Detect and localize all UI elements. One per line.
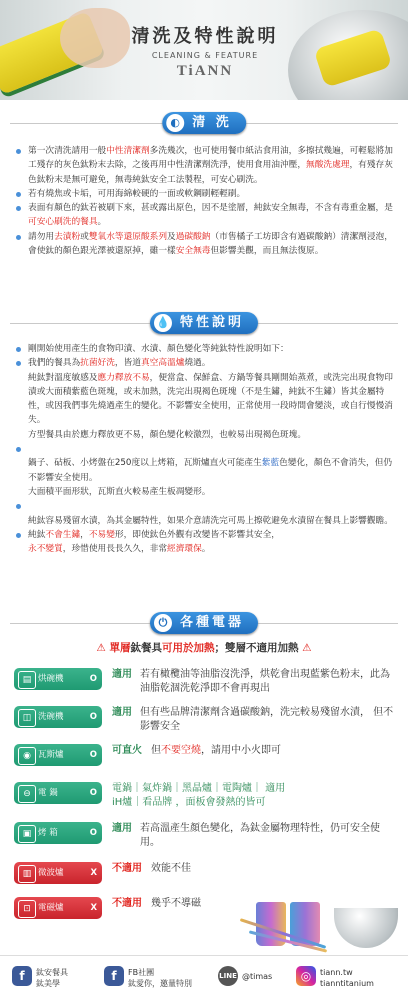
line-icon: LINE — [218, 966, 238, 986]
appliance-badge — [14, 822, 102, 844]
appliance-badge — [14, 862, 102, 884]
warning-titanium: 鈦餐具 — [130, 642, 162, 654]
highlight-text: 過碳酸鈉 — [175, 231, 211, 242]
hero-banner — [0, 0, 408, 100]
highlight-text: 不要空燒 — [161, 745, 201, 756]
check-mark: O — [89, 674, 97, 684]
paragraph-text: 但影響美觀，而且無法復原。 — [210, 246, 324, 257]
heating-warning — [0, 640, 408, 655]
paragraph-text: 第一次清洗請用一般 — [28, 146, 107, 156]
highlight-text: 永不變質 — [28, 544, 63, 555]
paragraph-text: （市售橘子工坊即含有過碳酸鈉）清潔劑浸泡，會使鈦的顏色跟光澤被還原掉，雖一樣 — [28, 231, 393, 257]
cross-mark: X — [90, 868, 97, 878]
warning-double-layer: ；雙層不適用加熱 — [214, 642, 299, 654]
paragraph-text: ， — [80, 529, 89, 540]
bullet-dot-icon — [16, 504, 21, 509]
paragraph-text: 表面有顏色的鈦若被刷下來，甚或露出原色，因不是塗層，純鈦安全無毒，不含有毒重金屬，是 — [28, 203, 393, 214]
description-line: iH爐｜看品牌 ，面板會發熱的皆可 — [112, 797, 266, 808]
appliance-badge — [14, 706, 102, 728]
appliance-label: 電 鍋 — [38, 788, 58, 798]
check-mark: O — [89, 712, 97, 722]
paragraph-text: 大面積平面形狀，瓦斯直火較易產生板凋變形。 — [28, 486, 211, 497]
soap-icon: ◐ — [166, 114, 184, 132]
section-header-wash — [0, 112, 408, 136]
gas-stove-icon: ◉ — [18, 747, 36, 765]
appliance-verdict: 適用 — [112, 823, 132, 834]
paragraph-text: 我們的餐具為 — [28, 358, 81, 369]
bowl-image — [334, 908, 398, 948]
check-mark: O — [89, 750, 97, 760]
section-title-pill — [162, 112, 246, 134]
appliance-label: 烘碗機 — [38, 674, 64, 684]
highlight-text: 可安心刷洗的餐具 — [28, 217, 98, 228]
highlight-text: 去漬粉 — [54, 231, 81, 242]
hero-title — [110, 22, 300, 80]
appliance-verdict: 適用 — [112, 707, 132, 718]
paragraph — [14, 187, 394, 201]
warning-icon: ⚠ — [96, 642, 106, 654]
paragraph-text: 請勿 — [28, 231, 46, 242]
warning-heatable: 可用於加熱 — [162, 642, 215, 654]
check-mark: O — [89, 788, 97, 798]
highlight-text: 無酸洗處理 — [306, 160, 350, 171]
highlight-text: 紫藍 — [261, 458, 280, 469]
description-text: ，請用中小火即可 — [201, 745, 281, 756]
bullet-dot-icon — [16, 192, 21, 197]
appliance-description: 若有橄欖油等油脂沒洗淨，烘乾會出現藍紫色粉末，此為油脂乾涸洗乾淨即不會再現出 — [140, 669, 390, 694]
paragraph — [14, 342, 394, 356]
page-subtitle: CLEANING & FEATURE — [151, 51, 259, 60]
page-title: 清洗及特性說明 — [131, 26, 279, 47]
footer-line2: 鈦美學 — [36, 979, 60, 988]
paragraph-text: 及 — [167, 231, 176, 242]
appliance-description: 幾乎不導磁 — [151, 898, 201, 909]
appliance-verdict: 適用 — [112, 669, 132, 680]
section-title-pill — [150, 612, 258, 634]
plug-icon: ⏻ — [154, 614, 172, 632]
paragraph-text: ，皆道 — [114, 358, 141, 369]
paragraph-text: 。 — [201, 544, 211, 555]
appliance-description — [112, 782, 394, 810]
bullet-dot-icon — [16, 347, 21, 352]
cross-mark: X — [90, 903, 97, 913]
description-text: 但 — [151, 745, 161, 756]
appliance-badge — [14, 897, 102, 919]
appliance-verdict: 不適用 — [112, 898, 142, 909]
paragraph — [14, 144, 394, 187]
appliance-description: 若高溫產生顏色變化，為鈦金屬物理特性，仍可安全使用。 — [140, 823, 380, 848]
footer-line2: 鈦愛你，邀量特別 — [128, 979, 192, 988]
section-title: 清 洗 — [192, 115, 232, 130]
section-header-appliances — [0, 612, 408, 636]
highlight-text: 不易變 — [88, 529, 115, 540]
bullet-dot-icon — [16, 533, 21, 538]
description-line: 電鍋｜氣炸鍋｜黑晶爐｜電陶爐｜ 適用 — [112, 783, 286, 794]
paragraph — [14, 371, 394, 428]
highlight-text: 安全無毒 — [175, 246, 211, 257]
wash-instructions — [14, 144, 394, 258]
dish-dryer-icon: ▤ — [18, 671, 36, 689]
section-header-features — [0, 312, 408, 336]
highlight-text: 應力釋放不易 — [97, 372, 150, 383]
paragraph — [14, 201, 394, 230]
instagram-icon: ◎ — [296, 966, 316, 986]
paragraph-text: 。 — [97, 217, 107, 228]
appliance-label: 洗碗機 — [38, 712, 64, 722]
paragraph — [14, 230, 394, 259]
bullet-dot-icon — [16, 235, 21, 240]
paragraph-text: 色變化，顏色不會消失，但仍不影響安全使用。 — [28, 458, 393, 483]
bullet-dot-icon — [16, 149, 21, 154]
bullet-dot-icon — [16, 447, 21, 452]
highlight-text: 不會生鏽 — [45, 529, 81, 540]
footer — [0, 955, 408, 1001]
paragraph — [14, 456, 394, 485]
highlight-text: 中性清潔劑 — [106, 146, 150, 156]
paragraph-text: 或 — [80, 231, 89, 242]
paragraph-text: 燒過。 — [184, 358, 211, 369]
facebook-icon: f — [104, 966, 124, 986]
brand-logo: TiANN — [176, 63, 234, 79]
paragraph-text: ，珍惜使用長長久久，非常 — [62, 544, 167, 555]
product-image — [238, 862, 398, 952]
appliance-label: 微波爐 — [38, 868, 64, 878]
appliance-verdict: 不適用 — [112, 863, 142, 874]
induction-icon: ⊡ — [18, 900, 36, 918]
appliance-badge — [14, 744, 102, 766]
appliance-description: 效能不佳 — [151, 863, 191, 874]
paragraph-text: 用 — [45, 231, 55, 242]
appliance-description: 但有些品牌清潔劑含過碳酸鈉，洗完較易殘留水漬， 但不影響安全 — [140, 707, 394, 732]
section-title: 各種電器 — [179, 615, 245, 630]
highlight-text: 雙氧水等還原酸系列 — [88, 231, 167, 242]
dishwasher-icon: ◫ — [18, 709, 36, 727]
bullet-dot-icon — [16, 361, 21, 366]
paragraph-text: 鍋子、砧板、小烤盤在250度以上烤箱，瓦斯爐直火可能產生 — [28, 458, 262, 469]
section-title-pill — [150, 312, 258, 334]
appliance-label: 瓦斯爐 — [38, 750, 64, 760]
paragraph-text: 多洗幾次，也可使用餐巾紙沾食用油，多擦拭幾遍，可輕鬆將加工殘存的灰色鈦粉末去除，之後再用中性清潔劑洗淨，使用食用油沖壓， — [28, 146, 393, 171]
section-title: 特性說明 — [179, 315, 245, 330]
paragraph-text: 純鈦 — [28, 529, 46, 540]
paragraph-text: 剛開始使用產生的食物印漬、水漬、顏色變化等純鈦特性說明如下： — [28, 344, 289, 354]
appliance-badge — [14, 668, 102, 690]
appliance-badge — [14, 782, 102, 804]
footer-line1: @timas — [242, 972, 273, 981]
paragraph-text: 若有燒焦或卡垢，可用海綿較硬的一面或軟鋼刷輕輕刷。 — [28, 188, 246, 199]
bullet-dot-icon — [16, 206, 21, 211]
paragraph — [14, 499, 394, 513]
paragraph-text: ，便當盒、保鮮盒、方鍋等餐具剛開始蒸煮，或洗完出現食物印漬或大面積紫藍色斑塊，或未加熱，洗完出現褐色斑塊（不是生鏽，純鈦不生鏽）皆其金屬特性，或因我們事先燒過產生的變化。不影響安全使用，正常使用一段時間會變淡，或自行慢慢消失。 — [28, 372, 393, 426]
footer-line1: tiann.tw — [320, 968, 353, 977]
paragraph — [14, 514, 394, 528]
water-drop-icon: 💧 — [154, 314, 172, 332]
warning-single-layer: 單層 — [109, 642, 131, 654]
appliance-label: 烤 箱 — [38, 828, 58, 838]
paragraph — [14, 442, 394, 456]
feature-description — [14, 342, 394, 556]
warning-icon: ⚠ — [302, 642, 312, 654]
check-mark: O — [89, 828, 97, 838]
appliance-label: 電磁爐 — [38, 903, 64, 913]
highlight-text: 真空高溫爐 — [140, 358, 185, 369]
paragraph — [14, 356, 394, 370]
facebook-icon: f — [12, 966, 32, 986]
paragraph-text: 方型餐具由於應力釋放更不易，顏色變化較激烈，也較易出現褐色斑塊。 — [28, 429, 306, 440]
microwave-icon: ▥ — [18, 865, 36, 883]
highlight-text: 抗菌好洗 — [80, 358, 115, 369]
paragraph-text: 純鈦容易殘留水漬，為其金屬特性，如果介意請洗完可馬上擦乾避免水漬留在餐具上影響觀瞻。 — [28, 515, 393, 526]
footer-line1: FB社團 — [128, 968, 155, 977]
rice-cooker-icon: ⊖ — [18, 785, 36, 803]
appliance-description — [151, 744, 394, 758]
paragraph — [14, 528, 394, 542]
paragraph-text: 純鈦對溫度敏感及 — [28, 372, 98, 383]
paragraph — [14, 542, 394, 556]
paragraph — [14, 428, 394, 442]
paragraph-text: ，有殘存灰色鈦粉末是無可避免，無毒純鈦安全工法製程，可安心刷洗。 — [28, 160, 393, 185]
footer-line1: 鈦安餐具 — [36, 968, 68, 977]
paragraph — [14, 485, 394, 499]
footer-line2: tianntitanium — [320, 979, 374, 988]
highlight-text: 經濟環保 — [167, 544, 202, 555]
oven-icon: ▣ — [18, 825, 36, 843]
paragraph-text: 形，即使鈦色外觀有改變皆不影響其安全， — [114, 529, 280, 540]
appliance-verdict: 可直火 — [112, 745, 142, 756]
